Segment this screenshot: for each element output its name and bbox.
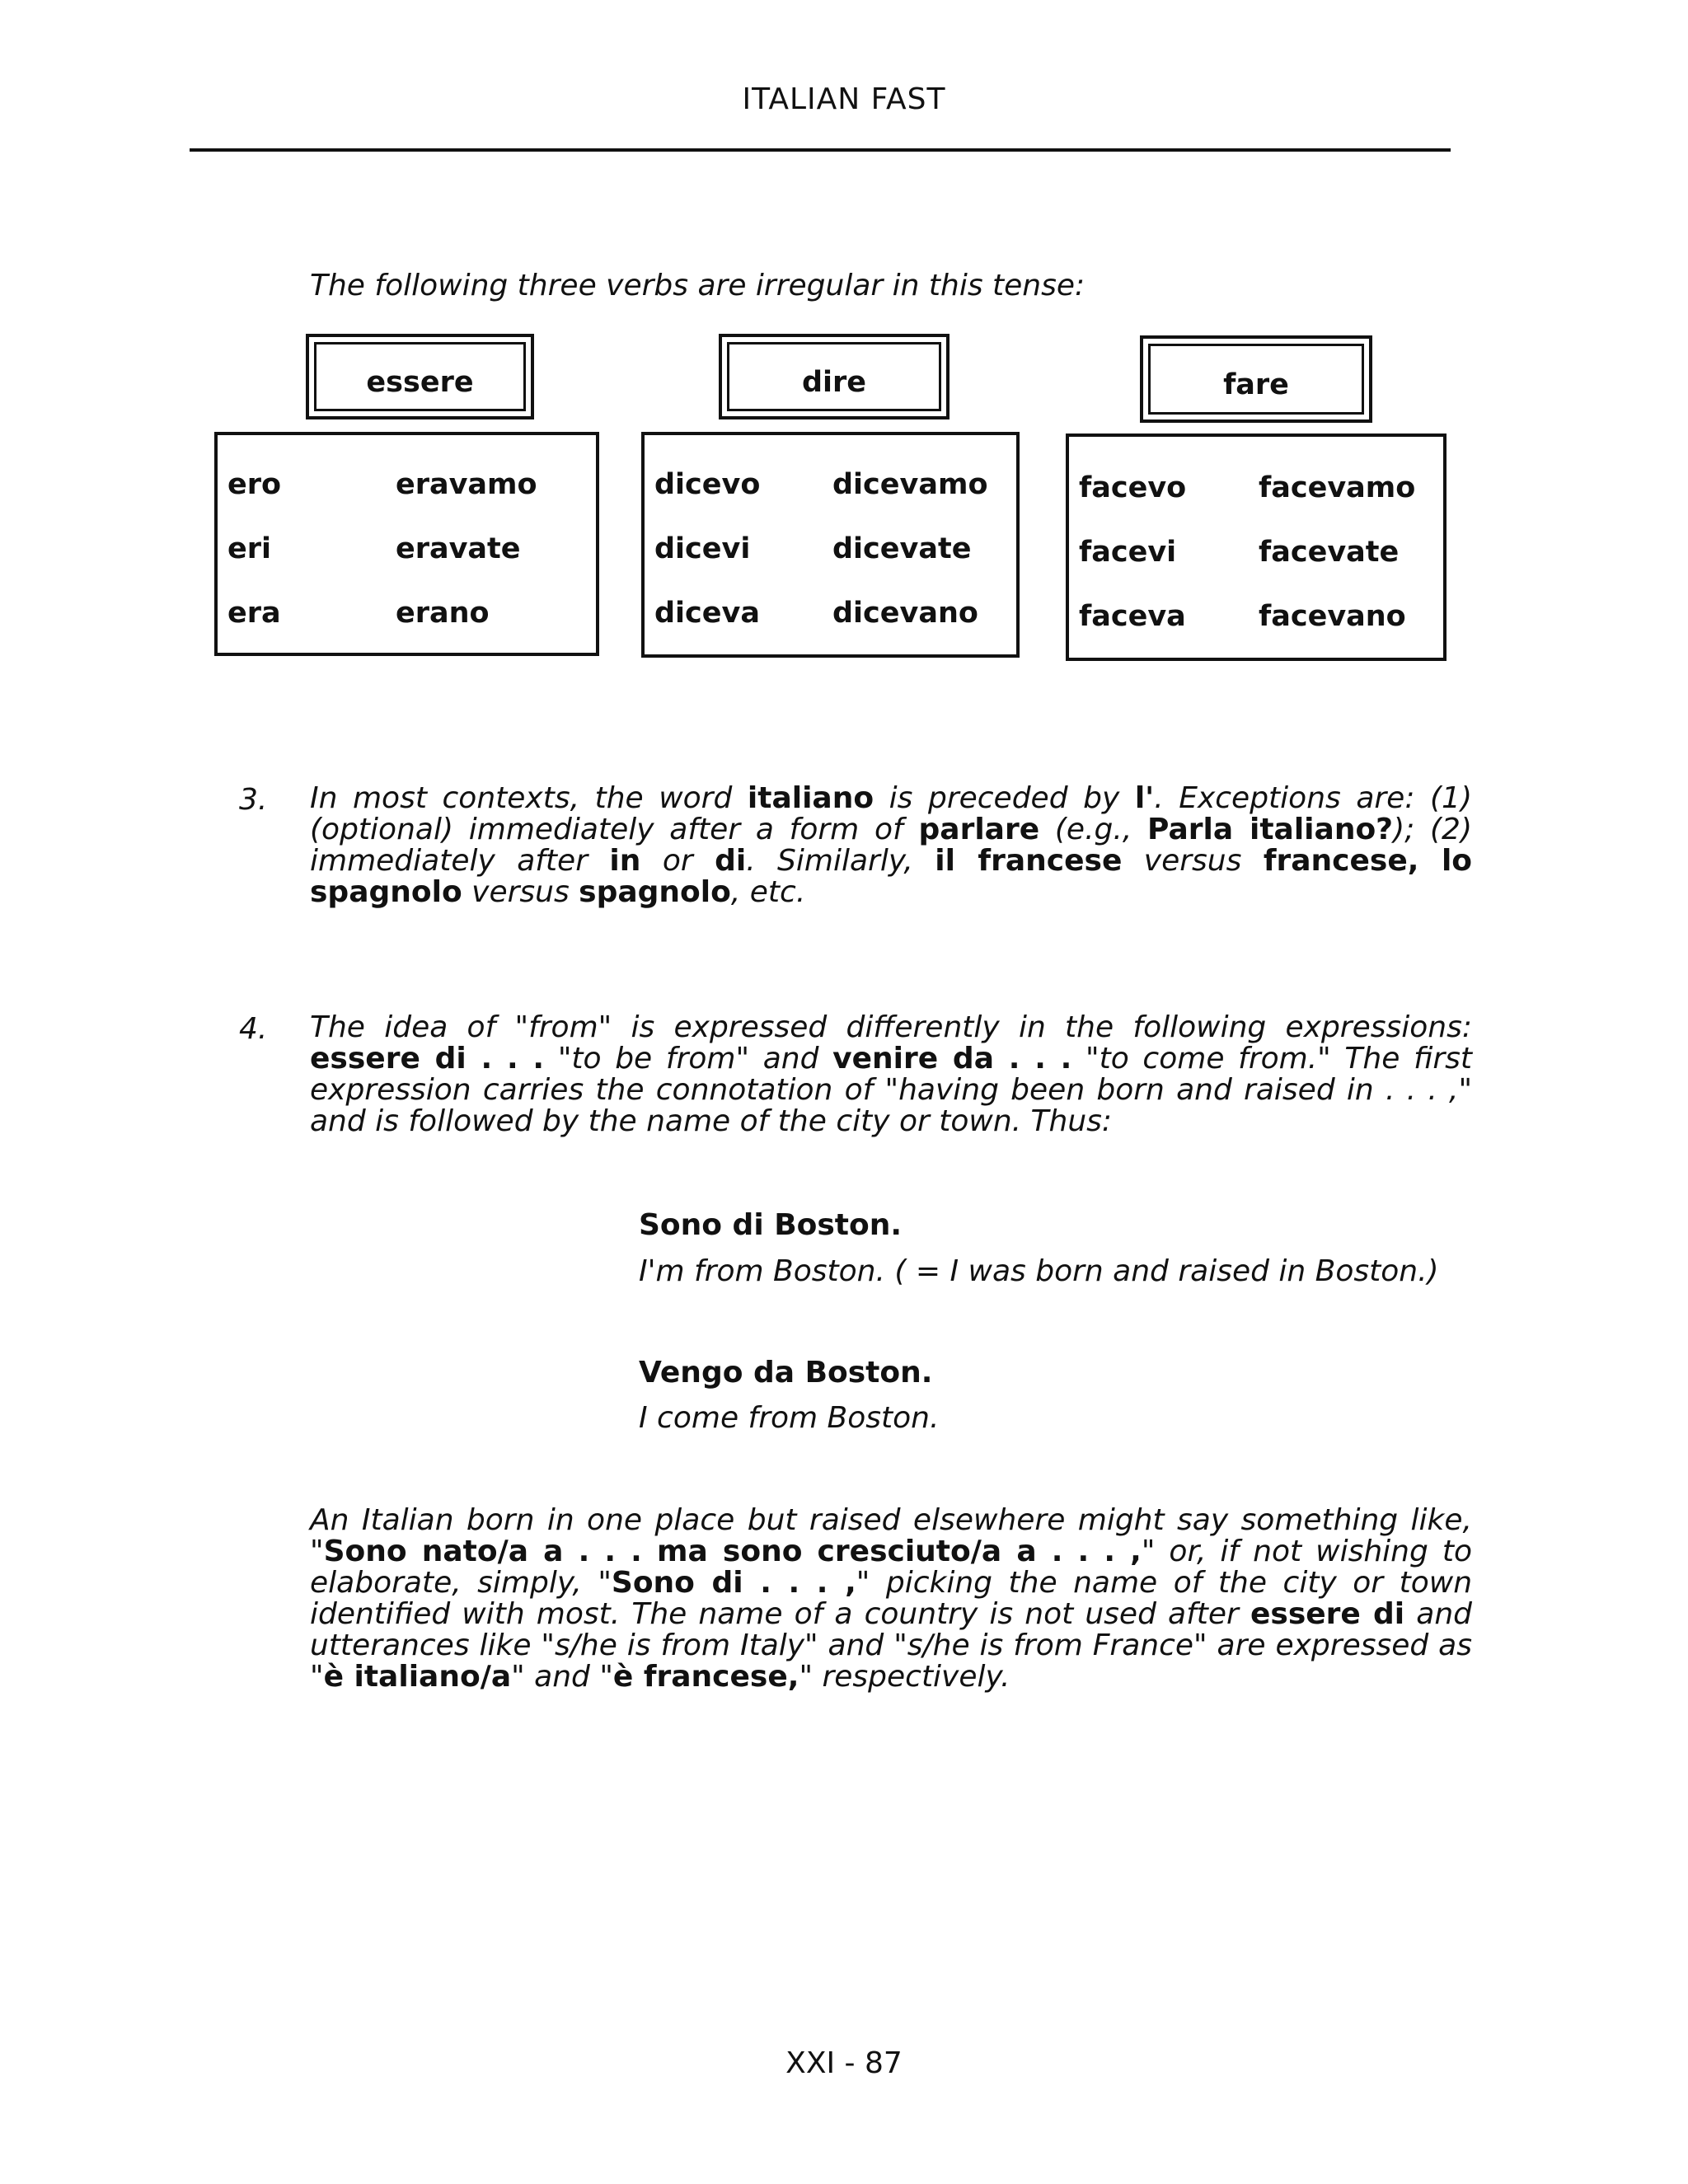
closing-paragraph: An Italian born in one place but raised elsewhere might say something like, "Sono nato/a a . . . ma sono cresciuto/a a . . . ," or, if not wishing to elaborate, simply, "Sono di . . . ," picking the name of the city or town identified with most. The name of a country is not used after essere di and utterances like "s/he is from Italy" and "s/he is from France" are expressed as "è italiano/a" and "è francese," respectively. (310, 1503, 1473, 1694)
verb-infinitive: dire (801, 366, 867, 399)
form-cell: faceva (1079, 600, 1186, 633)
verb-title-essere (306, 334, 534, 419)
example-english: I'm from Boston. ( = I was born and raised in Boston.) (639, 1254, 1439, 1288)
example-english: I come from Boston. (639, 1401, 940, 1435)
intro-text: The following three verbs are irregular in this tense: (310, 269, 1085, 302)
form-cell: eravamo (396, 468, 537, 501)
note-3-paragraph: In most contexts, the word italiano is preceded by l'. Exceptions are: (1) (optional) immediately after a form of parlare (e.g., Parla italiano?); (2) immediately after in or di. Similarly, il francese versus francese, lo spagnolo versus spagnolo, etc. (310, 781, 1473, 909)
example-italian: Vengo da Boston. (639, 1356, 933, 1390)
header-rule (190, 148, 1451, 152)
form-cell: eri (227, 532, 271, 565)
conjugation-box-essere (214, 432, 599, 656)
form-cell: dicevi (654, 532, 751, 565)
note-number: 3. (239, 783, 268, 817)
form-cell: ero (227, 468, 282, 501)
form-cell: era (227, 597, 281, 630)
verb-title-fare (1140, 335, 1372, 423)
form-cell: eravate (396, 532, 521, 565)
verb-title-dire (719, 334, 950, 419)
example-italian: Sono di Boston. (639, 1208, 903, 1242)
form-cell: dicevate (832, 532, 972, 565)
running-header: ITALIAN FAST (742, 82, 946, 116)
form-cell: dicevamo (832, 468, 988, 501)
verb-infinitive: essere (366, 366, 474, 399)
form-cell: facevate (1259, 536, 1400, 569)
form-cell: dicevano (832, 597, 978, 630)
form-cell: erano (396, 597, 490, 630)
form-cell: facevi (1079, 536, 1177, 569)
form-cell: diceva (654, 597, 760, 630)
form-cell: facevano (1259, 600, 1406, 633)
form-cell: dicevo (654, 468, 761, 501)
conjugation-box-dire (641, 432, 1020, 658)
page-number: XXI - 87 (785, 2046, 903, 2080)
note-4-paragraph: The idea of "from" is expressed differently in the following expressions: essere di . . . "to be from" and venire da . . . "to come from." The first expression carries the connotation of "having been born and raised in . . . ," and is followed by the name of the city or town. Thus: (310, 1010, 1472, 1138)
conjugation-box-fare (1066, 434, 1447, 661)
verb-infinitive: fare (1223, 368, 1289, 401)
form-cell: facevo (1079, 471, 1187, 504)
form-cell: facevamo (1259, 471, 1416, 504)
note-number: 4. (239, 1012, 268, 1046)
